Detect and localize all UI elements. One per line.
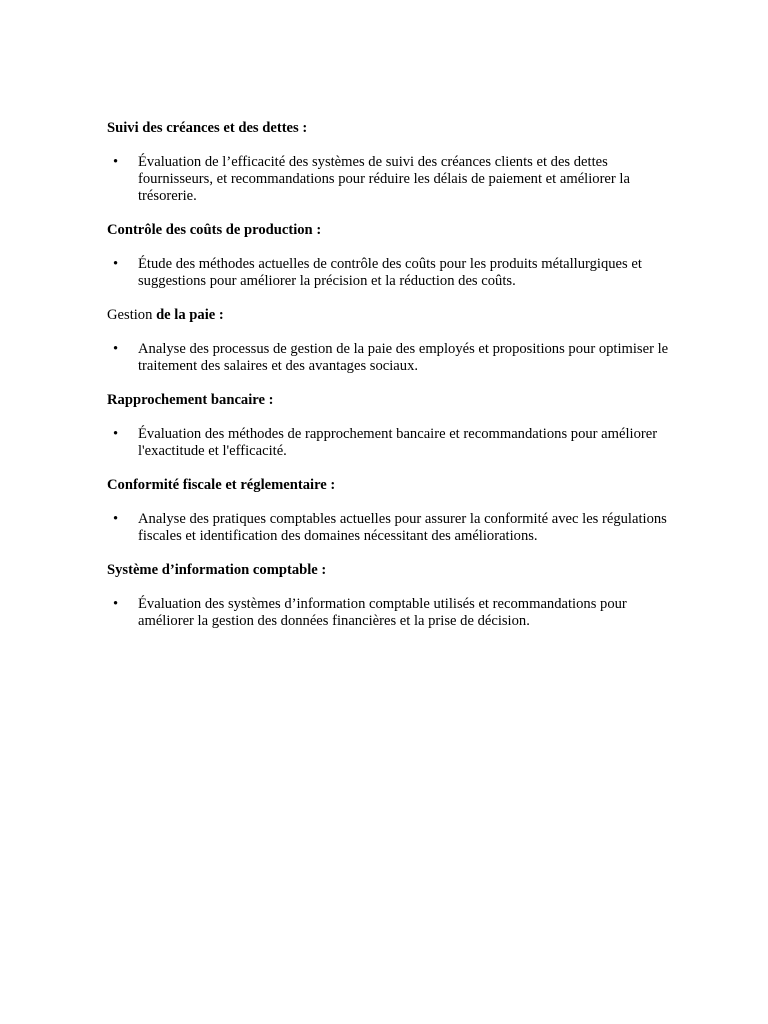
list-item (107, 596, 677, 630)
document-page (107, 120, 677, 647)
bullet-icon: • (113, 341, 119, 357)
section-heading (107, 120, 677, 137)
heading-bold-text: Contrôle des coûts de production : (107, 222, 322, 238)
bullet-icon: • (113, 596, 119, 612)
heading-bold-text: Système d’information comptable : (107, 562, 327, 578)
section-heading (107, 562, 677, 579)
section-heading (107, 222, 677, 239)
section-gestion-paie (107, 307, 677, 375)
bullet-list (107, 154, 677, 205)
bullet-list (107, 596, 677, 630)
section-heading (107, 392, 677, 409)
list-item (107, 426, 677, 460)
list-item (107, 511, 677, 545)
section-heading (107, 477, 677, 494)
list-item (107, 341, 677, 375)
bullet-icon: • (113, 426, 119, 442)
bullet-list (107, 511, 677, 545)
heading-bold-text: Conformité fiscale et réglementaire : (107, 477, 336, 493)
heading-plain-text: Gestion (107, 307, 157, 323)
list-item (107, 256, 677, 290)
bullet-list (107, 426, 677, 460)
list-item-text: Évaluation des méthodes de rapprochement bancaire et recommandations pour améliorer l'exactitude et l'efficacité. (138, 426, 658, 459)
list-item-text: Analyse des pratiques comptables actuelles pour assurer la conformité avec les régulations fiscales et identification des domaines nécessitant des améliorations. (138, 511, 667, 544)
bullet-list (107, 341, 677, 375)
section-controle-couts (107, 222, 677, 290)
list-item-text: Analyse des processus de gestion de la paie des employés et propositions pour optimiser le traitement des salaires et des avantages sociaux. (138, 341, 669, 374)
section-systeme-information (107, 562, 677, 630)
list-item-text: Évaluation de l’efficacité des systèmes de suivi des créances clients et des dettes fournisseurs, et recommandations pour réduire les délais de paiement et améliorer la trésorerie. (138, 154, 630, 204)
bullet-icon: • (113, 256, 119, 272)
list-item (107, 154, 677, 205)
list-item-text: Étude des méthodes actuelles de contrôle des coûts pour les produits métallurgiques et suggestions pour améliorer la précision et la réduction des coûts. (138, 256, 642, 289)
bullet-icon: • (113, 511, 119, 527)
section-heading (107, 307, 677, 324)
heading-bold-text: Rapprochement bancaire : (107, 392, 274, 408)
heading-bold-text: de la paie : (156, 307, 224, 323)
bullet-icon: • (113, 154, 119, 170)
section-conformite-fiscale (107, 477, 677, 545)
section-suivi-creances (107, 120, 677, 205)
bullet-list (107, 256, 677, 290)
heading-bold-text: Suivi des créances et des dettes : (107, 120, 308, 136)
list-item-text: Évaluation des systèmes d’information comptable utilisés et recommandations pour améliorer la gestion des données financières et la prise de décision. (138, 596, 627, 629)
section-rapprochement-bancaire (107, 392, 677, 460)
